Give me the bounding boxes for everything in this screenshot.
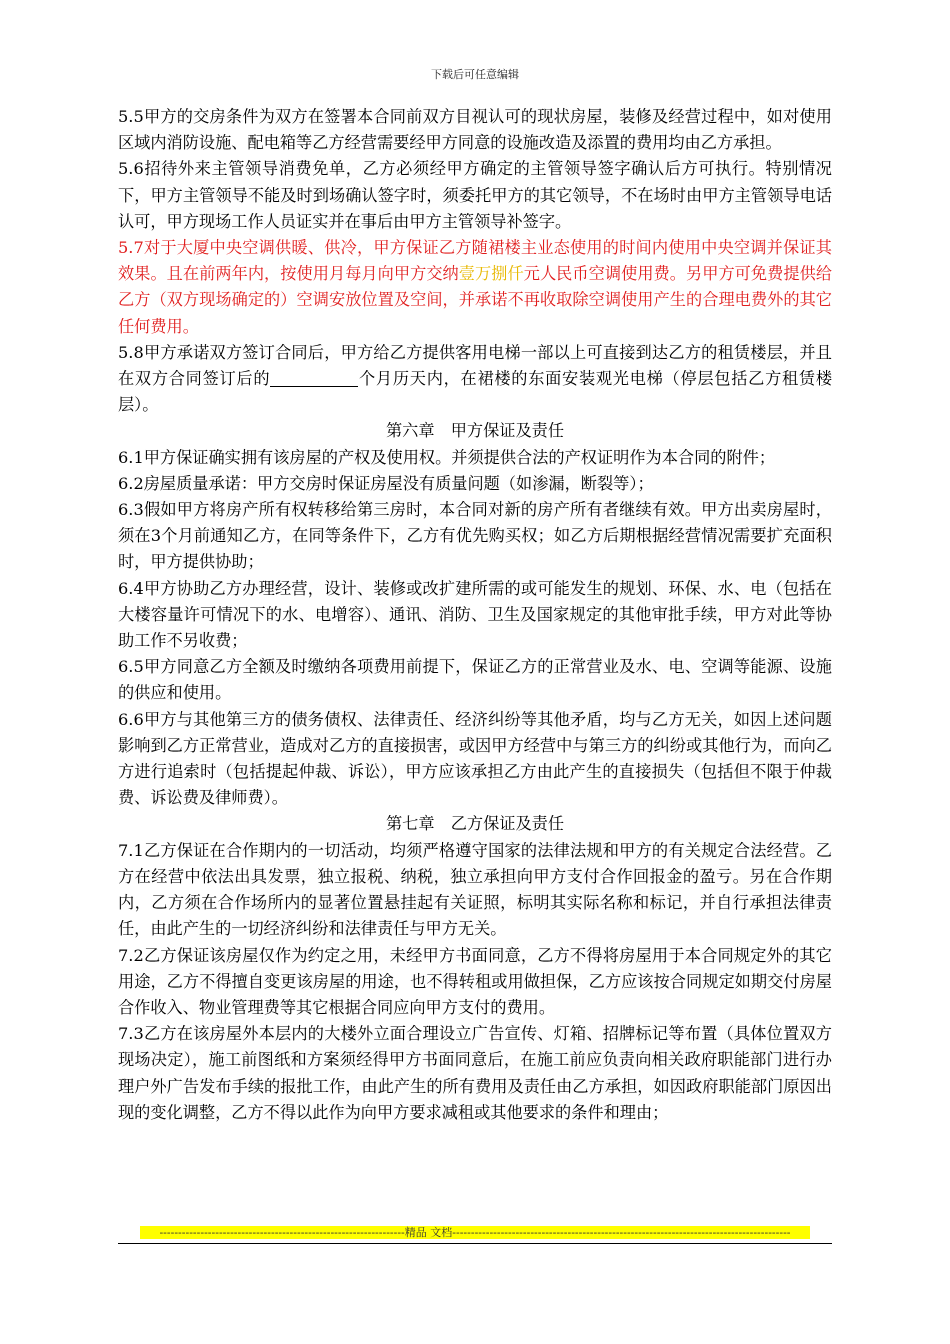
page-header: 下载后可任意编辑 — [431, 68, 519, 81]
clause-6-3: 6.3假如甲方将房产所有权转移给第三房时，本合同对新的房产所有者继续有效。甲方出卖房屋时，须在3个月前通知乙方，在同等条件下，乙方有优先购买权；如乙方后期根据经营情况需要扩充面积时，甲方提供协助； — [118, 500, 832, 572]
chapter-6-heading: 第六章 甲方保证及责任 — [385, 421, 565, 441]
clause-5-7-text-b: 元人民币空调使用费。另甲方可免费提供给乙方（双方现场确定的）空调安放位置及空间，并承诺不再收取除空调使用产生的合理电费外的其它任何费用。 — [118, 264, 833, 336]
chapter-7-heading: 第七章 乙方保证及责任 — [385, 814, 565, 834]
contract-body — [118, 104, 832, 1126]
clause-5-8-text-a: 5.8甲方承诺双方签订合同后，甲方给乙方提供客用电梯一部以上可直接到达乙方的租赁楼层，并且在双方合同签订后的 — [118, 342, 832, 389]
clause-5-5: 5.5甲方的交房条件为双方在签署本合同前双方目视认可的现状房屋，装修及经营过程中，如对使用区域内消防设施、配电箱等乙方经营需要经甲方同意的设施改造及添置的费用均由乙方承担。 — [118, 107, 832, 153]
clause-7-3: 7.3乙方在该房屋外本层内的大楼外立面合理设立广告宣传、灯箱、招牌标记等布置（具体位置双方现场决定），施工前图纸和方案须经得甲方书面同意后，在施工前应负责向相关政府职能部门进行办理户外广告发布手续的报批工作，由此产生的所有费用及责任由乙方承担，如因政府职能部门原因出现的变化调整，乙方不得以此作为向甲方要求减租或其他要求的条件和理由； — [118, 1024, 832, 1122]
clause-6-4: 6.4甲方协助乙方办理经营，设计、装修或改扩建所需的或可能发生的规划、环保、水、电（包括在大楼容量许可情况下的水、电增容）、通讯、消防、卫生及国家规定的其他审批手续，甲方对此等协助工作不另收费； — [118, 578, 832, 651]
footer-banner: ------------------------------------------------------------------精品 文档------------------------------------------------------------------------------------------- — [140, 1226, 810, 1239]
clause-5-6: 5.6招待外来主管领导消费免单，乙方必须经甲方确定的主管领导签字确认后方可执行。特别情况下，甲方主管领导不能及时到场确认签字时，须委托甲方的其它领导，不在场时由甲方主管领导电话认可，甲方现场工作人员证实并在事后由甲方主管领导补签字。 — [118, 159, 832, 231]
clause-5-7-amount: 壹万捌仟 — [458, 264, 524, 284]
clause-7-2: 7.2乙方保证该房屋仅作为约定之用，未经甲方书面同意，乙方不得将房屋用于本合同规定外的其它用途，乙方不得擅自变更该房屋的用途，也不得转租或用做担保，乙方应该按合同规定如期交付房屋合作收入、物业管理费等其它根据合同应向甲方支付的费用。 — [118, 945, 832, 1017]
clause-5-8-text-b: 个月历天内，在裙楼的东面安装观光电梯（停层包括乙方租赁楼层）。 — [118, 369, 833, 415]
clause-6-2: 6.2房屋质量承诺：甲方交房时保证房屋没有质量问题（如渗漏，断裂等）； — [118, 473, 654, 493]
clause-5-8 — [118, 340, 832, 419]
clause-5-7-text-a: 5.7对于大厦中央空调供暖、供冷，甲方保证乙方随裙楼主业态使用的时间内使用中央空调并保证其效果。且在前两年内，按使用月每月向甲方交纳 — [118, 238, 832, 284]
clause-6-1: 6.1甲方保证确实拥有该房屋的产权及使用权。并须提供合法的产权证明作为本合同的附件； — [118, 447, 776, 467]
fill-in-blank — [270, 370, 358, 387]
footer-divider — [118, 1243, 832, 1244]
clause-5-7 — [118, 235, 832, 340]
clause-6-6: 6.6甲方与其他第三方的债务债权、法律责任、经济纠纷等其他矛盾，均与乙方无关，如因上述问题影响到乙方正常营业，造成对乙方的直接损害，或因甲方经营中与第三方的纠纷或其他行为，而向乙方进行追索时（包括提起仲裁、诉讼），甲方应该承担乙方由此产生的直接损失（包括但不限于仲裁费、诉讼费及律师费）。 — [118, 709, 832, 808]
clause-7-1: 7.1乙方保证在合作期内的一切活动，均须严格遵守国家的法律法规和甲方的有关规定合法经营。乙方在经营中依法出具发票，独立报税、纳税，独立承担向甲方支付合作回报金的盈亏。另在合作期内，乙方须在合作场所内的显著位置悬挂起有关证照，标明其实际名称和标记，并自行承担法律责任，由此产生的一切经济纠纷和法律责任与甲方无关。 — [118, 840, 832, 939]
clause-6-5: 6.5甲方同意乙方全额及时缴纳各项费用前提下，保证乙方的正常营业及水、电、空调等能源、设施的供应和使用。 — [118, 657, 832, 703]
